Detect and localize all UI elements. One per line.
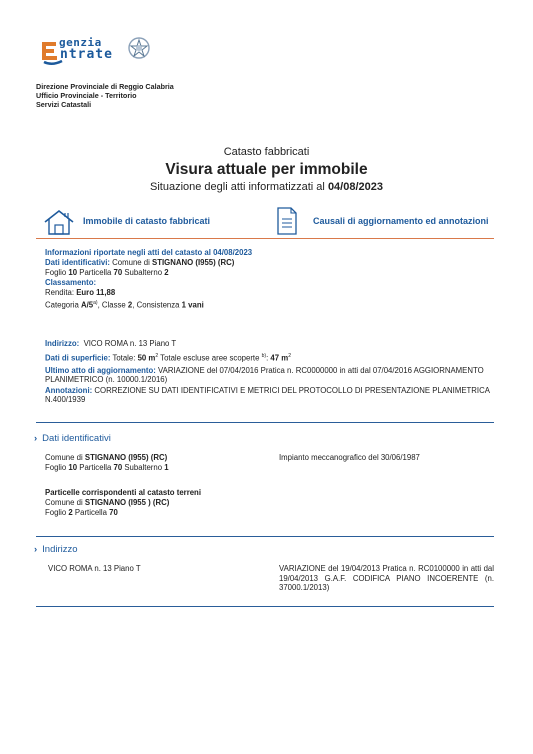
- nav-divider: [36, 238, 494, 239]
- categoria-row: Categoria A/5$^{a)}$, Classe 2, Consistenza 1 vani: [45, 300, 204, 310]
- info-block: [45, 248, 497, 311]
- office-block: [36, 82, 174, 109]
- page-title: Visura attuale per immobile: [165, 161, 368, 178]
- superficie-row: Dati di superficie: Totale: 50 $m^2$ Totale escluse aree scoperte $^{b)}$: 47 $m^2$: [45, 353, 291, 363]
- corrispondenti-title: Particelle corrispondenti al catasto terreni: [45, 488, 201, 497]
- agenzia-entrate-logo: [38, 36, 150, 68]
- corrispondenti-block: [45, 488, 305, 518]
- separator-3: [36, 606, 494, 607]
- office-line-3: Servizi Catastali: [36, 100, 92, 109]
- corrisp-comune-row: Comune di STIGNANO (I955 ) (RC): [45, 498, 170, 507]
- dati-foglio-row: Foglio 10 Particella 70 Subalterno 1: [45, 463, 169, 472]
- info-foglio-row: Foglio 10 Particella 70 Subalterno 2: [45, 268, 169, 277]
- house-icon: [42, 208, 76, 236]
- corrisp-foglio-row: Foglio 2 Particella 70: [45, 508, 118, 517]
- ultimo-atto-row: Ultimo atto di aggiornamento: VARIAZIONE del 07/04/2016 Pratica n. RC0000000 in atti dal 07/04/2016 AGGIORNAMENTO PLANIMETRICO (n. 10000.1/2016): [45, 365, 484, 384]
- office-line-1: Direzione Provinciale di Reggio Calabria: [36, 82, 174, 91]
- situation-line: Situazione degli atti informatizzati al 04/08/2023: [150, 181, 383, 193]
- info-heading: Informazioni riportate negli atti del catasto al 04/08/2023: [45, 248, 253, 257]
- section-indirizzo[interactable]: › Indirizzo: [34, 544, 78, 555]
- situation-date: 04/08/2023: [327, 181, 383, 193]
- document-icon: [276, 207, 298, 235]
- nav-causali-link[interactable]: Causali di aggiornamento ed annotazioni: [313, 216, 489, 226]
- classamento-label: Classamento:: [45, 278, 97, 287]
- info-dati-row: Dati identificativi: Comune di STIGNANO (I955) (RC): [45, 258, 235, 267]
- separator-1: [36, 422, 494, 423]
- logo-line1: genzia: [59, 36, 102, 49]
- info-block-2: [45, 339, 497, 404]
- dati-comune-row: Comune di STIGNANO (I955) (RC): [45, 453, 168, 462]
- indirizzo-row: Indirizzo: VICO ROMA n. 13 Piano T: [45, 339, 177, 348]
- chevron-right-icon: ›: [34, 433, 38, 444]
- logo-line2: ntrate: [60, 47, 113, 62]
- section-dati-identificativi[interactable]: › Dati identificativi: [34, 433, 111, 444]
- rendita-row: Rendita: Euro 11,88: [45, 288, 116, 297]
- indirizzo-address: VICO ROMA n. 13 Piano T: [48, 564, 141, 573]
- separator-2: [36, 536, 494, 537]
- impianto-text: Impianto meccanografico del 30/06/1987: [279, 453, 420, 462]
- dati-left: [45, 453, 265, 473]
- chevron-right-icon: ›: [34, 544, 38, 555]
- indirizzo-variazione: VARIAZIONE del 19/04/2013 Pratica n. RC0100000 in atti dal 19/04/2013 G.A.F. CODIFICA PIANO INCOERENTE (n. 37000.1/2013): [279, 564, 494, 592]
- emblem-icon: [128, 36, 150, 60]
- annotazioni-row: Annotazioni: CORREZIONE SU DATI IDENTIFICATIVI E METRICI DEL PROTOCOLLO DI PRESENTAZIONE PLANIMETRICA N.400/1939: [45, 385, 490, 404]
- office-line-2: Ufficio Provinciale - Territorio: [36, 91, 137, 100]
- nav-immobile-link[interactable]: Immobile di catasto fabbricati: [83, 216, 211, 226]
- catasto-subtitle: Catasto fabbricati: [223, 146, 310, 158]
